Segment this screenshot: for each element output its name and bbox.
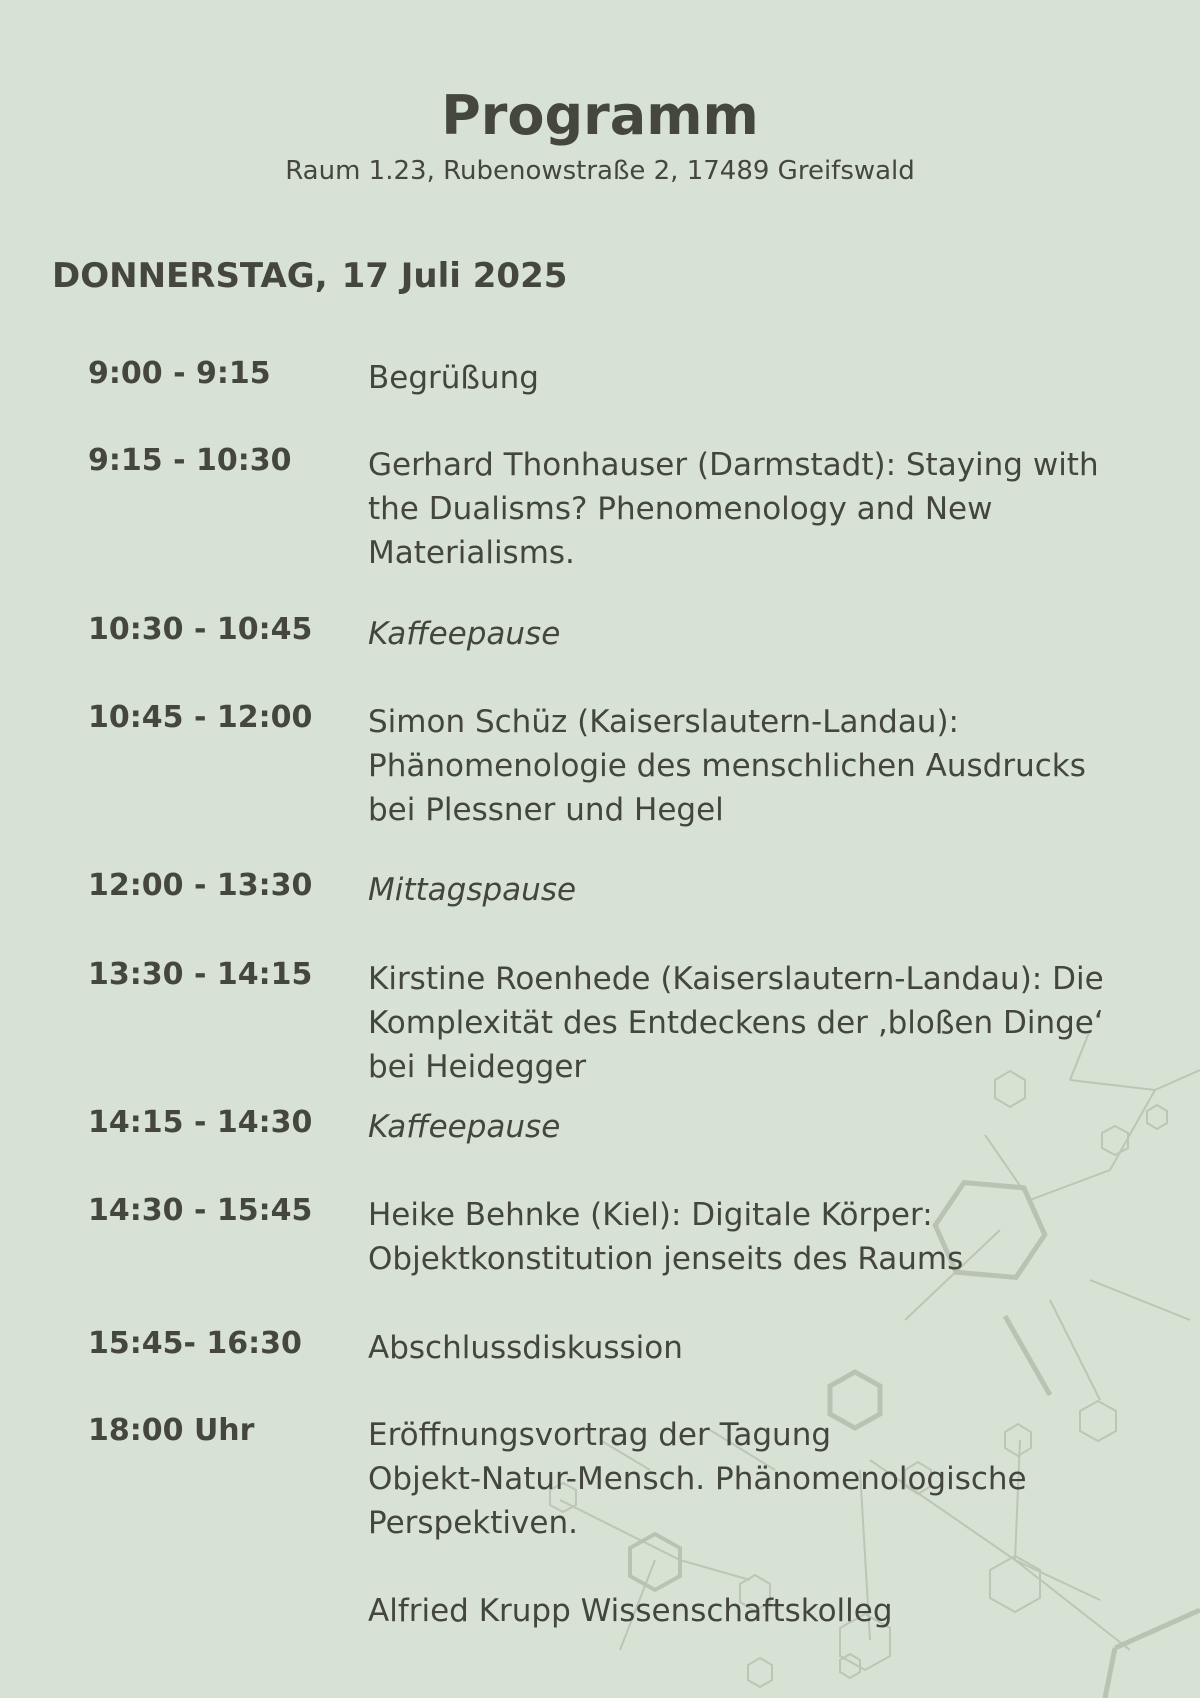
schedule-time: 14:30 - 15:45 xyxy=(88,1193,313,1228)
schedule-description-line: bei Plessner und Hegel xyxy=(368,792,724,828)
schedule-description xyxy=(368,356,1128,400)
schedule-description xyxy=(368,1326,1128,1370)
venue-address: Raum 1.23, Rubenowstraße 2, 17489 Greifswald xyxy=(285,156,915,186)
schedule-description-line: Kaffeepause xyxy=(368,1109,561,1145)
schedule-description-line: the Dualisms? Phenomenology and New xyxy=(368,491,993,527)
schedule-time: 9:00 - 9:15 xyxy=(88,356,271,391)
schedule-description-line: Heike Behnke (Kiel): Digitale Körper: xyxy=(368,1197,933,1233)
schedule-description xyxy=(368,1193,1128,1281)
schedule-description-line: Eröffnungsvortrag der Tagung xyxy=(368,1417,832,1453)
schedule-description-line xyxy=(368,1545,1128,1589)
schedule-description xyxy=(368,1413,1128,1633)
schedule-description xyxy=(368,957,1128,1089)
schedule-time: 14:15 - 14:30 xyxy=(88,1105,313,1140)
schedule-description-line: Alfried Krupp Wissenschaftskolleg xyxy=(368,1593,893,1629)
schedule-description-line: Objektkonstitution jenseits des Raums xyxy=(368,1241,964,1277)
schedule-description-line: Mittagspause xyxy=(368,872,577,908)
schedule-break xyxy=(368,612,1128,656)
schedule-description-line: Materialisms. xyxy=(368,535,575,571)
schedule-description-line: Begrüßung xyxy=(368,360,539,396)
schedule-break xyxy=(368,868,1128,912)
schedule-description-line: Perspektiven. xyxy=(368,1505,578,1541)
schedule-time: 10:45 - 12:00 xyxy=(88,700,313,735)
schedule-time: 9:15 - 10:30 xyxy=(88,443,292,478)
schedule-description-line: Abschlussdiskussion xyxy=(368,1330,683,1366)
day-date: 17 Juli 2025 xyxy=(341,256,568,296)
schedule-description-line: Komplexität des Entdeckens der ‚bloßen Dinge‘ xyxy=(368,1005,1104,1041)
schedule-description-line: Phänomenologie des menschlichen Ausdrucks xyxy=(368,748,1086,784)
schedule-description-line: bei Heidegger xyxy=(368,1049,587,1085)
schedule-description-line: Simon Schüz (Kaiserslautern-Landau): xyxy=(368,704,959,740)
schedule-time: 12:00 - 13:30 xyxy=(88,868,313,903)
schedule-time: 13:30 - 14:15 xyxy=(88,957,313,992)
schedule-time: 15:45- 16:30 xyxy=(88,1326,302,1361)
schedule-description xyxy=(368,700,1128,832)
day-weekday: DONNERSTAG, xyxy=(52,256,328,296)
schedule-description-line: Objekt-Natur-Mensch. Phänomenologische xyxy=(368,1461,1027,1497)
day-heading xyxy=(52,256,567,296)
schedule-time: 18:00 Uhr xyxy=(88,1413,255,1448)
schedule-description-line: Gerhard Thonhauser (Darmstadt): Staying with xyxy=(368,447,1099,483)
schedule-time: 10:30 - 10:45 xyxy=(88,612,313,647)
page-title: Programm xyxy=(441,84,759,147)
schedule-description-line: Kaffeepause xyxy=(368,616,561,652)
schedule-description xyxy=(368,443,1128,575)
schedule-break xyxy=(368,1105,1128,1149)
schedule-description-line: Kirstine Roenhede (Kaiserslautern-Landau): Die xyxy=(368,961,1104,997)
